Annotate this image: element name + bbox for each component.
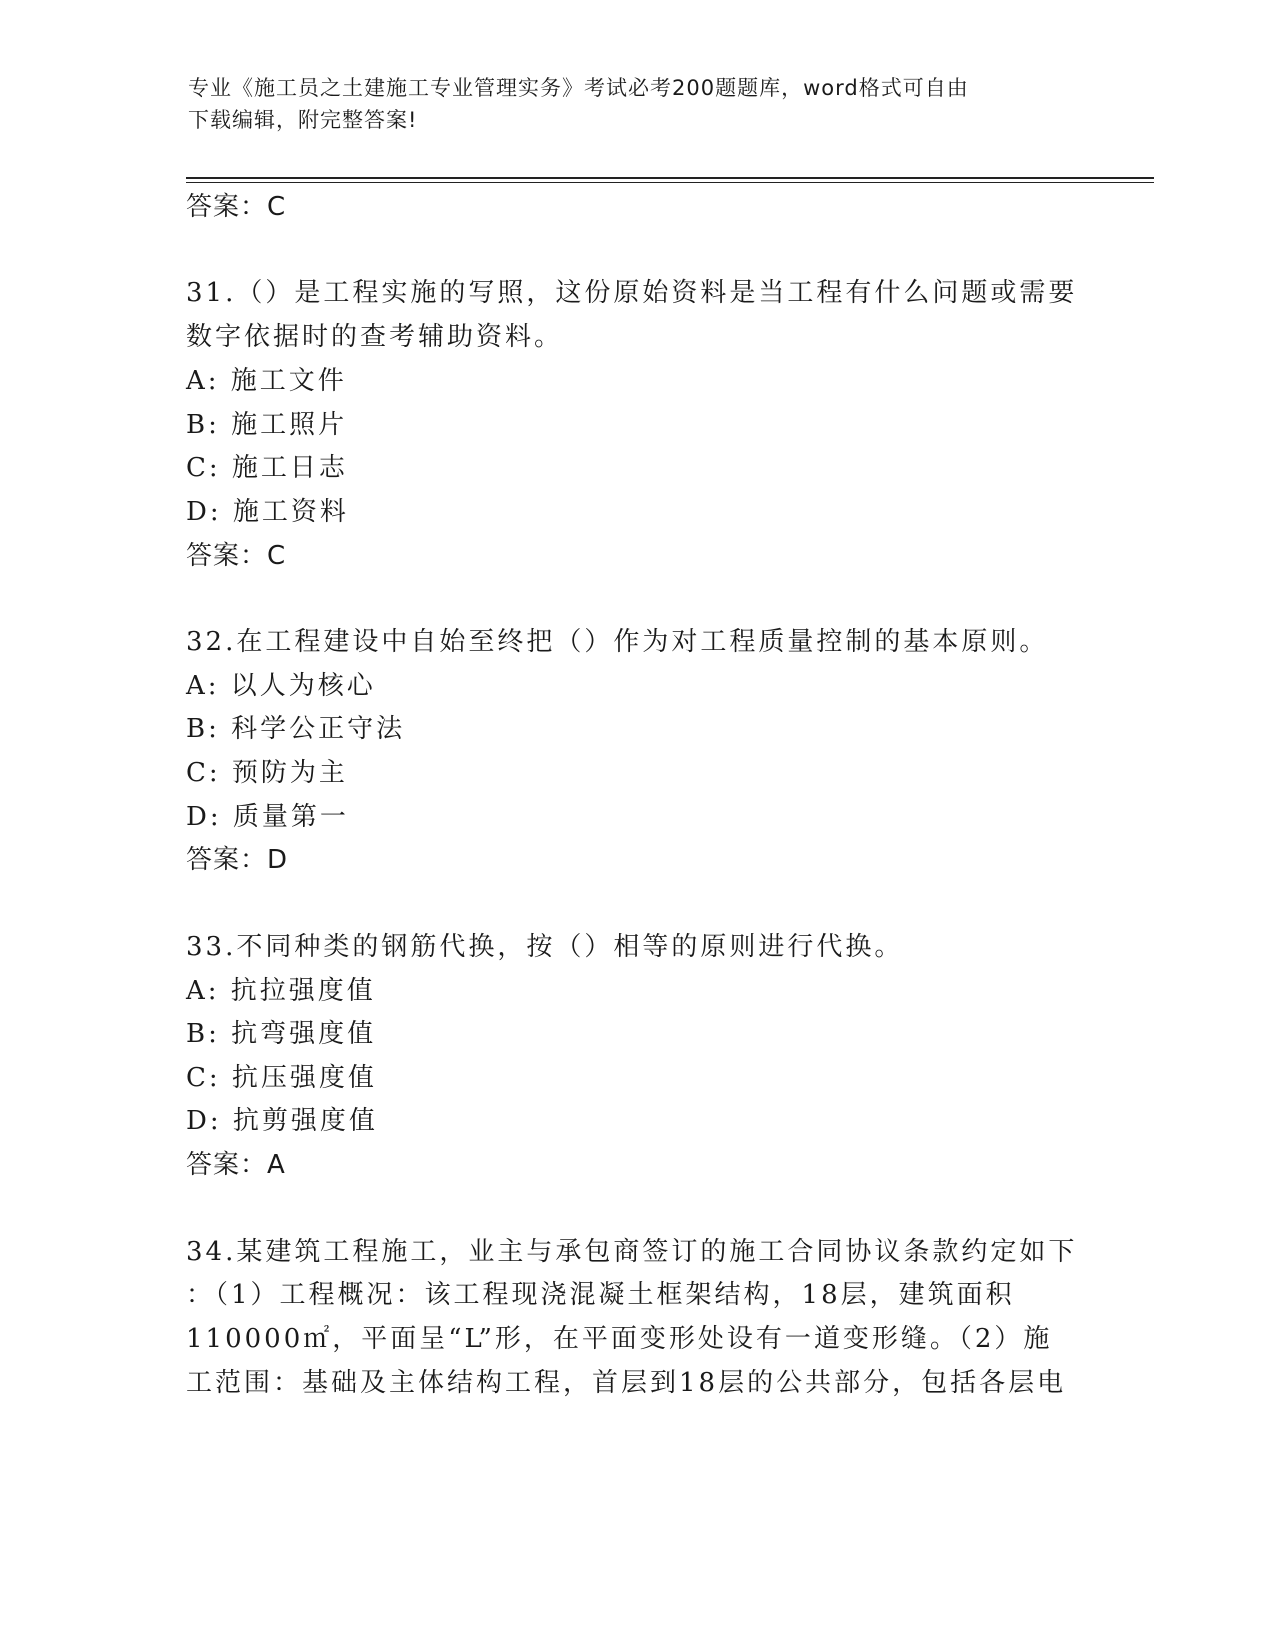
question-32-line-1: 32.在工程建设中自始至终把（）作为对工程质量控制的基本原则。 — [186, 627, 1049, 657]
question-31-option-c: C: 施工日志 — [186, 453, 348, 483]
question-34-line-2: ：（1）工程概况：该工程现浇混凝土框架结构，18层，建筑面积 — [186, 1280, 1015, 1310]
answer-line: 答案：C — [186, 192, 287, 222]
question-34-line-4: 工范围：基础及主体结构工程，首层到18层的公共部分，包括各层电 — [186, 1368, 1067, 1398]
question-32-option-b: B: 科学公正守法 — [186, 714, 406, 744]
document-header — [188, 72, 1068, 136]
question-31-option-d: D: 施工资料 — [186, 497, 349, 527]
question-32-option-a: A: 以人为核心 — [186, 671, 376, 701]
question-33-option-c: C: 抗压强度值 — [186, 1063, 377, 1093]
question-33-option-d: D: 抗剪强度值 — [186, 1106, 378, 1136]
header-divider-thick — [186, 177, 1154, 179]
question-33-answer: 答案：A — [186, 1150, 286, 1180]
question-32-option-c: C: 预防为主 — [186, 758, 348, 788]
question-31-option-b: B: 施工照片 — [186, 410, 348, 440]
question-32-answer: 答案：D — [186, 845, 289, 875]
question-31-line-1: 31.（）是工程实施的写照，这份原始资料是当工程有什么问题或需要 — [186, 278, 1078, 308]
question-32-option-d: D: 质量第一 — [186, 802, 349, 832]
question-33-option-b: B: 抗弯强度值 — [186, 1019, 377, 1049]
question-34-line-1: 34.某建筑工程施工，业主与承包商签订的施工合同协议条款约定如下 — [186, 1237, 1078, 1267]
header-line-1: 专业《施工员之土建施工专业管理实务》考试必考200题题库，word格式可自由 — [188, 76, 969, 100]
header-line-2: 下载编辑，附完整答案! — [188, 108, 418, 132]
question-34-line-3: 110000㎡，平面呈“L”形，在平面变形处设有一道变形缝。（2）施 — [186, 1324, 1053, 1354]
question-31-option-a: A: 施工文件 — [186, 366, 347, 396]
question-33-line-1: 33.不同种类的钢筋代换，按（）相等的原则进行代换。 — [186, 932, 904, 962]
question-33-option-a: A: 抗拉强度值 — [186, 976, 376, 1006]
question-31-answer: 答案：C — [186, 541, 287, 571]
header-divider-thin — [186, 182, 1154, 183]
question-31-line-2: 数字依据时的查考辅助资料。 — [186, 322, 564, 352]
